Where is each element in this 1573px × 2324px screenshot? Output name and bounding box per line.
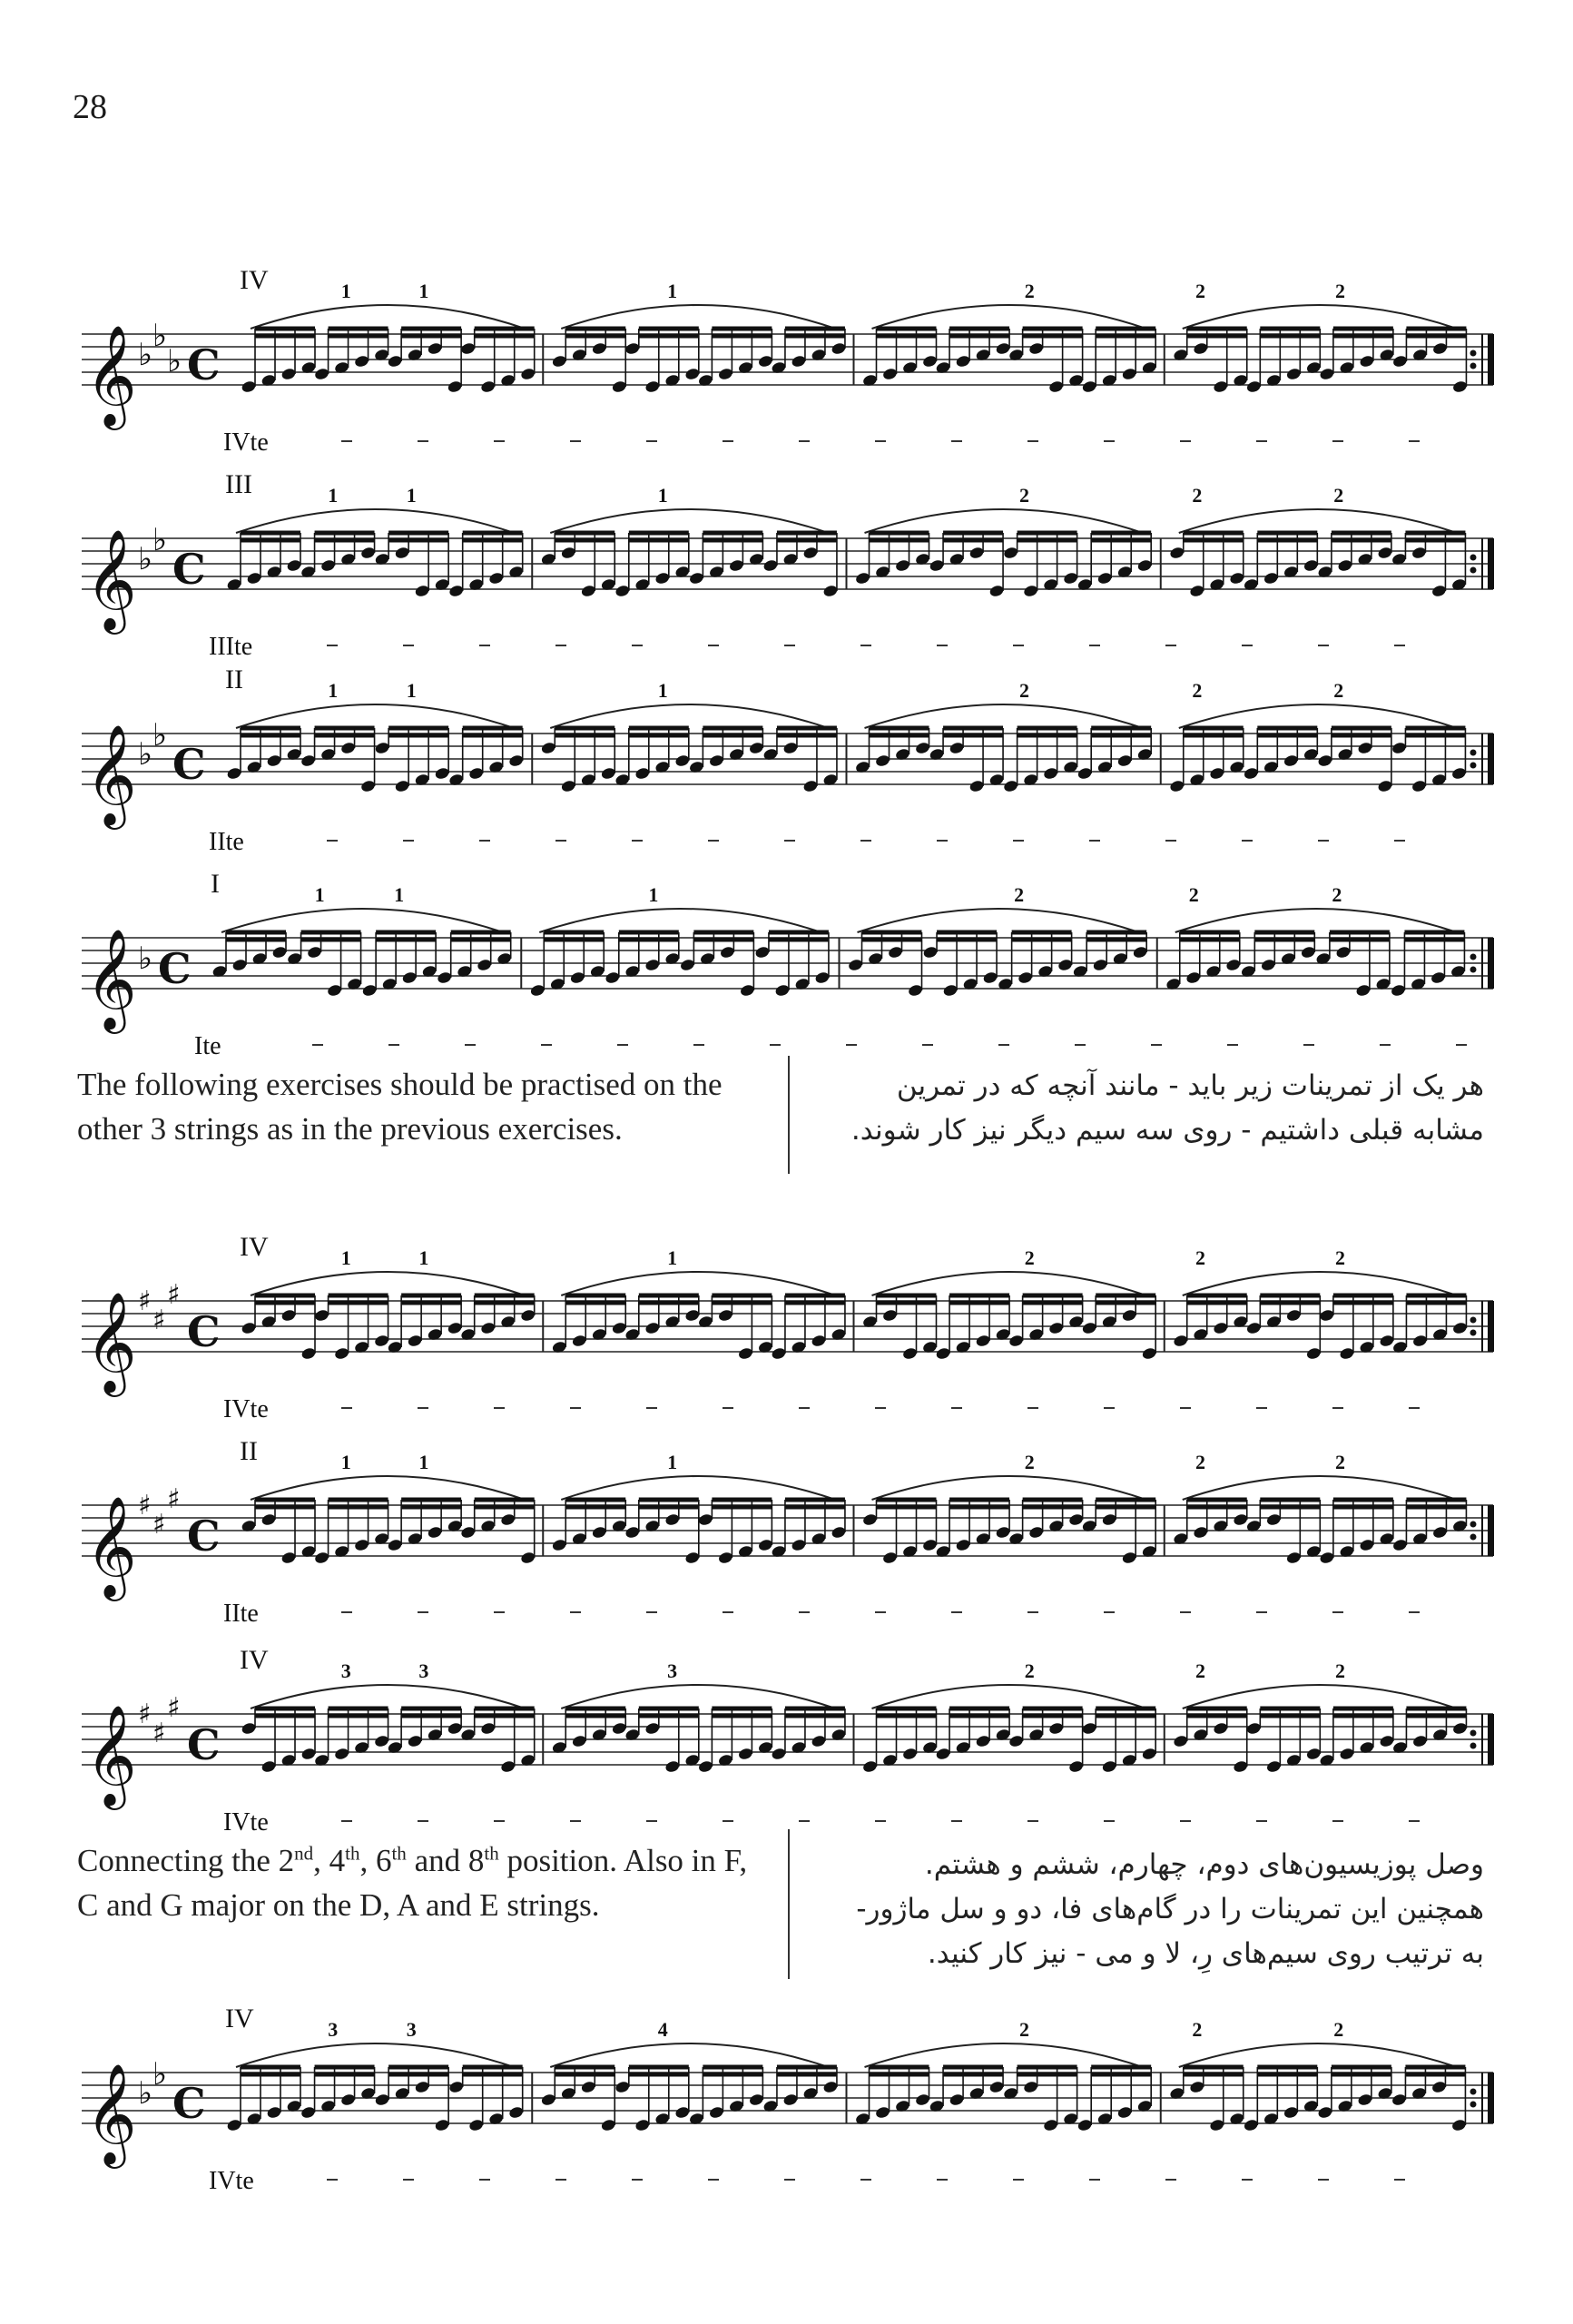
fingering-number: 2 xyxy=(1024,1246,1035,1269)
sharp-sign-icon: ♯ xyxy=(152,1718,166,1749)
common-time-icon: C xyxy=(187,1512,221,1561)
fingering-number: 2 xyxy=(1194,1451,1205,1473)
common-time-icon: C xyxy=(187,340,221,389)
staff-svg xyxy=(64,1221,1516,1430)
instruction-en-1: The following exercises should be practised on the other 3 strings as in the previous exercises. xyxy=(77,1067,723,1147)
fingering-number: 1 xyxy=(657,679,668,702)
fingering-number: 2 xyxy=(1024,1659,1035,1682)
fingering-number: 1 xyxy=(418,1451,429,1473)
string-label: II xyxy=(225,665,243,694)
slur xyxy=(1183,1272,1457,1295)
fingering-number: 1 xyxy=(406,679,417,702)
slur xyxy=(1175,909,1457,932)
fingering-number: 3 xyxy=(328,2018,339,2041)
staff-svg xyxy=(64,1425,1516,1634)
slur xyxy=(865,704,1143,728)
fingering-number: 2 xyxy=(1334,1246,1345,1269)
slur xyxy=(1183,1685,1457,1709)
flat-sign-icon: ♭ xyxy=(167,343,182,379)
string-label: II xyxy=(240,1436,258,1466)
fingering-number: 4 xyxy=(657,2018,668,2041)
fingering-number: 2 xyxy=(1334,1659,1345,1682)
repeat-dot xyxy=(1470,1521,1477,1528)
sharp-sign-icon: ♯ xyxy=(167,1692,181,1724)
string-label: III xyxy=(225,469,252,499)
staff-system-7 xyxy=(64,1634,1516,1843)
string-label: I xyxy=(211,869,220,899)
string-label: IV xyxy=(240,265,269,295)
slur xyxy=(865,509,1143,533)
flat-sign-icon: ♭ xyxy=(152,717,168,753)
fingering-number: 2 xyxy=(1194,1659,1205,1682)
staff-svg xyxy=(64,254,1516,463)
text-divider-1 xyxy=(788,1056,790,1174)
staff-svg xyxy=(64,858,1516,1067)
flat-sign-icon: ♭ xyxy=(138,337,153,373)
staff-svg xyxy=(64,1634,1516,1843)
slur xyxy=(561,1476,835,1500)
slur xyxy=(865,2043,1143,2067)
slur xyxy=(221,909,503,932)
slur xyxy=(1179,2043,1457,2067)
repeat-dot xyxy=(1470,1743,1477,1749)
position-label: IIte xyxy=(209,828,244,856)
fingering-number: 3 xyxy=(667,1659,678,1682)
string-label: IV xyxy=(240,1232,269,1262)
slur xyxy=(236,2043,514,2067)
flat-sign-icon: ♭ xyxy=(152,2056,168,2093)
repeat-dot xyxy=(1470,567,1477,574)
position-label: IVte xyxy=(223,1395,269,1423)
page-number: 28 xyxy=(73,88,107,126)
fingering-number: 1 xyxy=(314,883,325,906)
text-divider-2 xyxy=(788,1829,790,1979)
repeat-dot xyxy=(1470,350,1477,357)
fingering-number: 1 xyxy=(657,484,668,507)
common-time-icon: C xyxy=(187,1307,221,1356)
slur xyxy=(1183,1476,1457,1500)
string-label: IV xyxy=(225,2004,254,2034)
slur xyxy=(251,305,525,329)
slur xyxy=(251,1272,525,1295)
staff-system-4 xyxy=(64,858,1516,1067)
slur xyxy=(236,704,514,728)
instruction-fa-1: هر یک از تمرینات زیر باید - مانند آنچه که در تمرین مشابه قبلی داشتیم - روی سه سیم دیگر نیز کار شوند. xyxy=(850,1069,1484,1147)
fingering-number: 2 xyxy=(1333,2018,1344,2041)
staff-system-3 xyxy=(64,654,1516,862)
repeat-dot xyxy=(1470,555,1477,561)
fingering-number: 1 xyxy=(340,280,351,302)
sharp-sign-icon: ♯ xyxy=(167,1483,181,1515)
treble-clef-icon: 𝄞 xyxy=(85,1704,137,1806)
slur xyxy=(561,1685,835,1709)
instruction-fa-2: وصل پوزیسیون‌های دوم، چهارم، ششم و هشتم. همچنین این تمرینات را در گام‌های فا، دو و سل ماژور- به ترتیب روی سیم‌های رِ، لا و می - نیز کار کنید. xyxy=(856,1848,1484,1970)
sharp-sign-icon: ♯ xyxy=(138,1699,152,1730)
position-label: Ite xyxy=(194,1032,221,1060)
fingering-number: 2 xyxy=(1192,484,1203,507)
fingering-number: 2 xyxy=(1194,1246,1205,1269)
slur xyxy=(561,1272,835,1295)
sharp-sign-icon: ♯ xyxy=(167,1279,181,1311)
staff-system-2 xyxy=(64,458,1516,667)
fingering-number: 2 xyxy=(1332,883,1342,906)
fingering-number: 1 xyxy=(667,1451,678,1473)
flat-sign-icon: ♭ xyxy=(138,541,153,577)
flat-sign-icon: ♭ xyxy=(138,2075,153,2112)
treble-clef-icon: 𝄞 xyxy=(85,2063,137,2164)
staff-svg xyxy=(64,654,1516,862)
fingering-number: 1 xyxy=(667,280,678,302)
fingering-number: 2 xyxy=(1024,1451,1035,1473)
fingering-number: 3 xyxy=(418,1659,429,1682)
staff-svg xyxy=(64,458,1516,667)
fingering-number: 2 xyxy=(1188,883,1199,906)
fingering-number: 1 xyxy=(406,484,417,507)
treble-clef-icon: 𝄞 xyxy=(85,724,137,825)
repeat-thick-line xyxy=(1488,734,1494,784)
slur xyxy=(872,1685,1146,1709)
repeat-thick-line xyxy=(1488,538,1494,589)
repeat-dot xyxy=(1470,1330,1477,1336)
slur xyxy=(539,909,821,932)
string-label: IV xyxy=(240,1645,269,1675)
fingering-number: 1 xyxy=(648,883,659,906)
fingering-number: 1 xyxy=(418,280,429,302)
common-time-icon: C xyxy=(187,1720,221,1769)
treble-clef-icon: 𝄞 xyxy=(85,1291,137,1393)
repeat-dot xyxy=(1470,1317,1477,1324)
instruction-en-2 xyxy=(77,1838,767,1927)
fingering-number: 3 xyxy=(406,2018,417,2041)
fingering-number: 1 xyxy=(340,1451,351,1473)
staff-svg xyxy=(64,1993,1516,2201)
repeat-dot xyxy=(1470,954,1477,960)
treble-clef-icon: 𝄞 xyxy=(85,928,137,1029)
repeat-dot xyxy=(1470,1534,1477,1541)
slur xyxy=(872,1476,1146,1500)
position-label: IVte xyxy=(223,428,269,457)
repeat-thick-line xyxy=(1488,2073,1494,2123)
fingering-number: 2 xyxy=(1018,679,1029,702)
slur xyxy=(1179,509,1457,533)
sharp-sign-icon: ♯ xyxy=(138,1285,152,1317)
staff-system-8 xyxy=(64,1993,1516,2201)
repeat-thick-line xyxy=(1488,1714,1494,1765)
fingering-number: 2 xyxy=(1018,2018,1029,2041)
repeat-dot xyxy=(1470,2102,1477,2108)
treble-clef-icon: 𝄞 xyxy=(85,324,137,426)
slur xyxy=(1179,704,1457,728)
slur xyxy=(236,509,514,533)
fingering-number: 1 xyxy=(667,1246,678,1269)
repeat-thick-line xyxy=(1488,1301,1494,1352)
fingering-number: 2 xyxy=(1334,1451,1345,1473)
fingering-number: 2 xyxy=(1018,484,1029,507)
instruction-en-2-text: Connecting the 2nd, 4th, 6th and 8th position. Also in F, C and G major on the D, A and E strings. xyxy=(77,1842,748,1923)
fingering-number: 2 xyxy=(1192,679,1203,702)
fingering-number: 2 xyxy=(1024,280,1035,302)
slur xyxy=(550,509,828,533)
fingering-number: 2 xyxy=(1192,2018,1203,2041)
treble-clef-icon: 𝄞 xyxy=(85,1495,137,1597)
repeat-dot xyxy=(1470,967,1477,973)
repeat-thick-line xyxy=(1488,334,1494,385)
slur xyxy=(550,704,828,728)
repeat-thick-line xyxy=(1488,938,1494,989)
slur xyxy=(561,305,835,329)
fingering-number: 1 xyxy=(340,1246,351,1269)
sharp-sign-icon: ♯ xyxy=(152,1305,166,1336)
treble-clef-icon: 𝄞 xyxy=(85,528,137,630)
slur xyxy=(858,909,1139,932)
repeat-thick-line xyxy=(1488,1505,1494,1556)
position-label: IIte xyxy=(223,1600,259,1628)
flat-sign-icon: ♭ xyxy=(138,736,153,773)
slur xyxy=(550,2043,828,2067)
common-time-icon: C xyxy=(172,2079,206,2128)
fingering-number: 2 xyxy=(1014,883,1025,906)
fingering-number: 1 xyxy=(328,484,339,507)
common-time-icon: C xyxy=(172,740,206,789)
fingering-number: 1 xyxy=(394,883,405,906)
staff-system-6 xyxy=(64,1425,1516,1634)
sharp-sign-icon: ♯ xyxy=(138,1490,152,1521)
repeat-dot xyxy=(1470,1730,1477,1737)
common-time-icon: C xyxy=(172,545,206,594)
slur xyxy=(872,1272,1146,1295)
repeat-dot xyxy=(1470,763,1477,769)
fingering-number: 1 xyxy=(328,679,339,702)
common-time-icon: C xyxy=(158,944,192,993)
fingering-number: 2 xyxy=(1194,280,1205,302)
fingering-number: 2 xyxy=(1334,280,1345,302)
flat-sign-icon: ♭ xyxy=(138,940,153,977)
staff-system-1 xyxy=(64,254,1516,463)
fingering-number: 3 xyxy=(340,1659,351,1682)
repeat-dot xyxy=(1470,363,1477,369)
sharp-sign-icon: ♯ xyxy=(152,1509,166,1541)
fingering-number: 2 xyxy=(1333,484,1344,507)
fingering-number: 1 xyxy=(418,1246,429,1269)
slur xyxy=(872,305,1146,329)
flat-sign-icon: ♭ xyxy=(152,318,168,354)
slur xyxy=(1183,305,1457,329)
slur xyxy=(251,1476,525,1500)
position-label: IIIte xyxy=(209,633,253,661)
slur xyxy=(251,1685,525,1709)
fingering-number: 2 xyxy=(1333,679,1344,702)
flat-sign-icon: ♭ xyxy=(152,522,168,558)
staff-system-5 xyxy=(64,1221,1516,1430)
repeat-dot xyxy=(1470,750,1477,756)
repeat-dot xyxy=(1470,2089,1477,2095)
position-label: IVte xyxy=(209,2167,254,2195)
position-label: IVte xyxy=(223,1808,269,1837)
